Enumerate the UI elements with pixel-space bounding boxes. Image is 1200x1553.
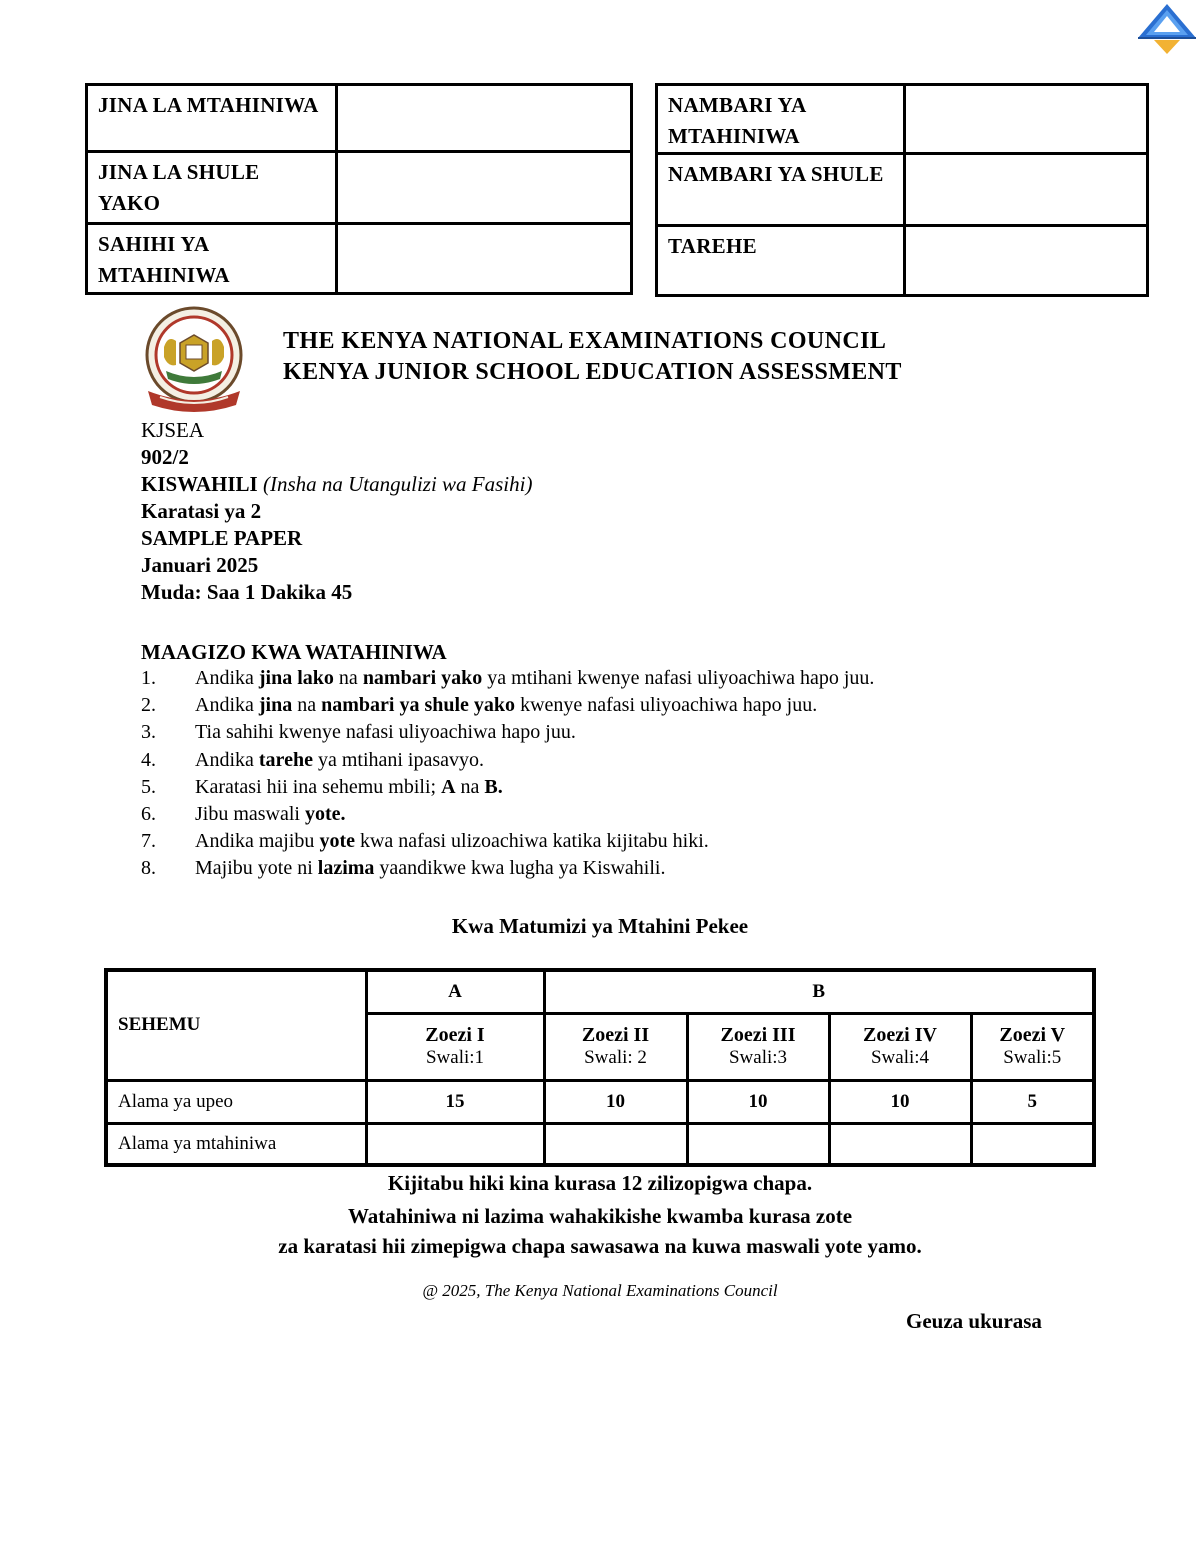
instruction-text [195, 801, 346, 828]
question-label: Swali:4 [870, 1047, 930, 1068]
instruction-run: Andika [195, 694, 259, 717]
instruction-item [141, 665, 874, 692]
instruction-item [141, 747, 874, 774]
paper-code: KJSEA [141, 418, 205, 442]
instruction-emphasis: B. [484, 775, 503, 798]
instruction-item [141, 692, 874, 719]
paper-subject-line [141, 471, 532, 498]
exercise-title: Zoezi III [720, 1024, 796, 1046]
exercise-title: Zoezi IV [863, 1024, 937, 1046]
instruction-run: kwa nafasi ulizoachiwa katika kijitabu hiki. [354, 830, 709, 853]
instruction-run: ya mtihani kwenye nafasi uliyoachiwa hapo juu. [482, 667, 875, 689]
instruction-emphasis: jina lako [258, 667, 334, 689]
instruction-text [195, 828, 709, 855]
assessment-name: KENYA JUNIOR SCHOOL EDUCATION ASSESSMENT [283, 359, 902, 385]
max-score-3: 10 [687, 1080, 829, 1123]
question-label: Swali:5 [1003, 1047, 1062, 1068]
instruction-text [195, 774, 503, 801]
candidate-signature-field[interactable] [337, 224, 632, 294]
question-label: Swali:1 [425, 1047, 485, 1068]
exercise-title: Zoezi I [425, 1024, 485, 1046]
instruction-run: na [333, 667, 363, 689]
instruction-item [141, 801, 874, 828]
candidate-details-left [85, 83, 633, 295]
instruction-text [195, 719, 576, 746]
exercise-3-header [687, 1013, 829, 1080]
instruction-run: ya mtihani ipasavyo. [312, 748, 485, 771]
check-pages-note-2: za karatasi hii zimepigwa chapa sawasawa na kuwa maswali yote yamo. [278, 1234, 922, 1258]
instruction-emphasis: tarehe [258, 748, 313, 771]
exercise-title: Zoezi II [581, 1024, 650, 1046]
copyright-notice: @ 2025, The Kenya National Examinations Council [422, 1281, 778, 1300]
instruction-number: 7. [141, 830, 156, 853]
instruction-number: 1. [141, 667, 156, 689]
date-field[interactable] [905, 226, 1148, 296]
exercise-2-header [544, 1013, 687, 1080]
instruction-item [141, 855, 874, 882]
instruction-run: kwenye nafasi uliyoachiwa hapo juu. [515, 694, 818, 717]
examiner-marks-table [104, 968, 1096, 1167]
max-score-4: 10 [829, 1080, 971, 1123]
school-name-label: JINA LA SHULE YAKO [87, 152, 337, 224]
instruction-number: 3. [141, 721, 156, 744]
candidate-name-field[interactable] [337, 85, 632, 152]
instruction-item [141, 719, 874, 746]
instruction-emphasis: nambari ya shule yako [321, 694, 516, 717]
max-score-2: 10 [544, 1080, 687, 1123]
candidate-details-right [655, 83, 1149, 297]
instruction-text [195, 855, 665, 882]
candidate-name-label: JINA LA MTAHINIWA [87, 85, 337, 152]
date-label: TAREHE [657, 226, 905, 296]
instruction-number: 6. [141, 803, 156, 826]
council-heading [283, 326, 902, 388]
exercise-title: Zoezi V [999, 1024, 1066, 1046]
instruction-run: na [292, 694, 322, 717]
section-a-header: A [366, 970, 544, 1013]
council-name: THE KENYA NATIONAL EXAMINATIONS COUNCIL [283, 328, 887, 354]
instruction-run: Andika [195, 748, 259, 771]
instruction-run: Majibu yote ni [195, 857, 318, 880]
max-score-label: Alama ya upeo [106, 1080, 366, 1123]
instructions-title: MAAGIZO KWA WATAHINIWA [141, 640, 447, 664]
candidate-number-field[interactable] [905, 85, 1148, 154]
instruction-emphasis: lazima [317, 857, 375, 880]
instruction-run: na [455, 775, 485, 798]
section-label: SEHEMU [106, 970, 366, 1080]
candidate-score-1[interactable] [366, 1123, 544, 1165]
school-name-field[interactable] [337, 152, 632, 224]
instruction-emphasis: yote. [305, 803, 346, 826]
instruction-number: 2. [141, 694, 156, 717]
turn-page-note: Geuza ukurasa [906, 1309, 1042, 1333]
candidate-score-4[interactable] [829, 1123, 971, 1165]
check-pages-note-1: Watahiniwa ni lazima wahakikishe kwamba kurasa zote [347, 1204, 853, 1228]
instruction-text [195, 692, 817, 719]
max-score-5: 5 [971, 1080, 1094, 1123]
instruction-emphasis: nambari yako [362, 667, 483, 689]
instruction-number: 4. [141, 748, 156, 771]
instruction-emphasis: yote [319, 830, 355, 853]
instruction-number: 5. [141, 775, 156, 798]
paper-subject: KISWAHILI [141, 472, 258, 496]
paper-duration: Muda: Saa 1 Dakika 45 [141, 580, 353, 604]
instruction-number: 8. [141, 857, 156, 880]
instruction-run: Jibu maswali [195, 803, 305, 826]
instruction-emphasis: jina [258, 694, 293, 717]
instructions-list [141, 665, 874, 883]
exercise-5-header [971, 1013, 1094, 1080]
max-score-1: 15 [366, 1080, 544, 1123]
instruction-text [195, 747, 484, 774]
school-number-field[interactable] [905, 154, 1148, 226]
candidate-signature-label: SAHIHI YA MTAHINIWA [87, 224, 337, 294]
booklet-notes [0, 1168, 1200, 1261]
instruction-run: yaandikwe kwa lugha ya Kiswahili. [374, 857, 666, 880]
knec-crest-icon [140, 305, 248, 415]
instruction-run: Andika majibu [195, 830, 320, 853]
instruction-item [141, 774, 874, 801]
exercise-1-header [366, 1013, 544, 1080]
question-label: Swali: 2 [584, 1047, 647, 1068]
exercise-4-header [829, 1013, 971, 1080]
instruction-run: Tia sahihi kwenye nafasi uliyoachiwa hapo juu. [195, 721, 576, 744]
instruction-emphasis: A [441, 775, 456, 798]
instruction-run: Andika [195, 667, 259, 689]
paper-date: Januari 2025 [141, 553, 259, 577]
candidate-score-5[interactable] [971, 1123, 1094, 1165]
instruction-text [195, 665, 874, 692]
candidate-number-label: NAMBARI YA MTAHINIWA [657, 85, 905, 154]
question-label: Swali:3 [728, 1047, 788, 1068]
paper-details [141, 417, 532, 606]
examiner-table-title: Kwa Matumizi ya Mtahini Pekee [451, 914, 749, 938]
instruction-item [141, 828, 874, 855]
paper-subject-note: (Insha na Utangulizi wa Fasihi) [262, 472, 533, 496]
paper-number: 902/2 [141, 445, 189, 469]
candidate-score-3[interactable] [687, 1123, 829, 1165]
section-b-header: B [544, 970, 1094, 1013]
school-number-label: NAMBARI YA SHULE [657, 154, 905, 226]
page-count-note: Kijitabu hiki kina kurasa 12 zilizopigwa chapa. [387, 1171, 813, 1195]
instruction-run: Karatasi hii ina sehemu mbili; [195, 775, 442, 798]
paper-label: Karatasi ya 2 [141, 499, 262, 523]
sample-paper-label: SAMPLE PAPER [141, 526, 303, 550]
corner-logo-icon [1134, 2, 1200, 56]
candidate-score-label: Alama ya mtahiniwa [106, 1123, 366, 1165]
candidate-score-2[interactable] [544, 1123, 687, 1165]
